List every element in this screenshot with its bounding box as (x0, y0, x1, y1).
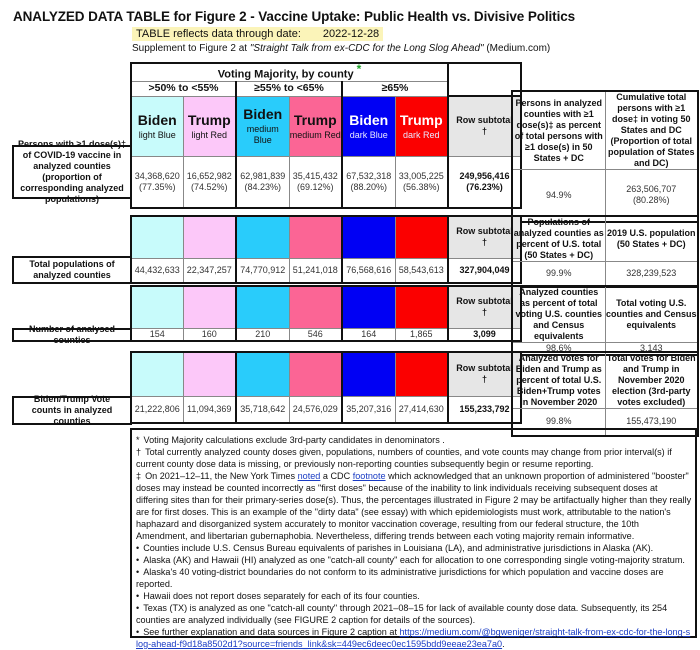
votes-side-table (511, 351, 699, 437)
text-value: a CDC (320, 471, 353, 481)
text-value: 263,506,707 (626, 184, 677, 195)
color-label: medium Red (289, 129, 341, 140)
color-label: light Red (191, 129, 228, 140)
counties-trump-dark: 1,865 (395, 328, 448, 341)
stratum-header-low: >50% to <55% (131, 81, 236, 96)
candidate-name: Trump (187, 111, 231, 128)
side-pop-total: 328,239,523 (605, 262, 698, 287)
supplement-title: "Straight Talk from ex-CDC for the Long Slog Ahead" (249, 43, 484, 54)
note-bullet-hawaii (136, 590, 692, 602)
votes-subtotal: 155,233,792 (448, 396, 521, 423)
row-label-counties (12, 324, 132, 345)
side-header-counties-total: Total voting U.S. counties and Census equivalents (605, 286, 698, 343)
text-value: Alaska (AK) and Hawaii (HI) analyzed as one "catch-all county" each for allocation to one corresponding single voting-majority stratum. (143, 555, 685, 565)
candidate-name: Biden (243, 106, 283, 123)
swatch-trump-dark (395, 286, 448, 328)
counties-biden-dark: 164 (342, 328, 395, 341)
text-value: On 2021–12–11, the New York Times (145, 471, 298, 481)
note-bullet-counties (136, 542, 692, 554)
biden-light-header (131, 96, 183, 156)
note-double-dagger (136, 470, 692, 542)
side-doses-pct: 94.9% (512, 170, 605, 222)
swatch-trump-medium (289, 352, 342, 396)
text-value: Voting Majority calculations exclude 3rd-party candidates in denominators . (143, 435, 445, 445)
pop-biden-dark: 76,568,616 (342, 258, 395, 283)
text-value: 62,981,839 (240, 170, 286, 181)
doses-biden-light (131, 156, 183, 208)
row-label-votes (12, 396, 132, 425)
supplement-line (132, 43, 550, 54)
voting-majority-header (131, 63, 448, 81)
text-value: See further explanation and data sources in Figure 2 caption at (143, 627, 400, 637)
counties-biden-medium: 210 (236, 328, 289, 341)
votes-table (130, 351, 522, 424)
side-header-pop-pct: Populations of analyzed counties as percent of U.S. total (50 States + DC) (513, 217, 604, 260)
side-pop-pct: 99.9% (512, 262, 605, 287)
text-value: • (136, 627, 140, 637)
pop-trump-medium: 51,241,018 (289, 258, 342, 283)
votes-trump-medium: 24,576,029 (289, 396, 342, 423)
side-votes-total: 155,473,190 (605, 409, 698, 436)
swatch-trump-light (183, 216, 236, 258)
note-bullet-ak-hi (136, 554, 692, 566)
text-value: 35,415,432 (292, 170, 338, 181)
candidate-name: Biden (349, 111, 389, 128)
doses-biden-medium (236, 156, 289, 208)
footnotes-box (130, 428, 697, 649)
text-value: † (481, 237, 487, 248)
doses-trump-medium (289, 156, 342, 208)
side-votes-pct: 99.8% (512, 409, 605, 436)
swatch-biden-dark (342, 286, 395, 328)
text-value: • (136, 603, 140, 613)
candidate-name: Trump (293, 111, 337, 128)
doses-biden-dark (342, 156, 395, 208)
text-value: † (481, 307, 487, 318)
counties-table (130, 285, 522, 342)
text-value: (74.52%) (190, 181, 228, 192)
side-header-votes-pct: Analyzed votes for Biden and Trump as percent of total U.S. Biden+Trump votes in November 2020 (512, 352, 605, 409)
text-value: Row subtotal (456, 226, 513, 237)
date-banner (132, 27, 383, 41)
row-label-text: Number of analysed counties (28, 324, 116, 345)
counties-trump-medium: 546 (289, 328, 342, 341)
text-value: Alaska's 40 voting-district boundaries do not conform to its administrative jurisdictions for which population and vaccine doses are reported. (136, 567, 664, 589)
date-value: 2022-12-28 (322, 28, 380, 40)
text-value: Hawaii does not report doses separately for each of its four counties. (143, 591, 420, 601)
row-label-subtext: (proportion of corresponding analyzed populations) (20, 172, 124, 204)
stratum-header-high: ≥65% (342, 81, 448, 96)
candidate-name: Biden (137, 111, 177, 128)
counties-trump-light: 160 (183, 328, 236, 341)
text-value: • (136, 567, 140, 577)
side-header-doses-pct: Persons in analyzed counties with ≥1 dose(s)‡ as percent of total persons with ≥1 dose(s) in 50 States + DC (512, 91, 605, 170)
row-label-text: Total populations of analyzed counties (29, 259, 115, 280)
pop-biden-medium: 74,770,912 (236, 258, 289, 283)
dagger-mark: † (482, 126, 488, 137)
text-value: Row subtotal (456, 363, 513, 374)
pop-trump-light: 22,347,257 (183, 258, 236, 283)
trump-dark-header (395, 96, 448, 156)
side-header-counties-pct: Analyzed counties as percent of total voting U.S. counties and Census equivalents (512, 286, 605, 343)
row-label-text: Persons with ≥1 dose(s)‡ of COVID-19 vaccine in analyzed counties (18, 139, 126, 171)
text-value: (77.35%) (138, 181, 176, 192)
pop-subtotal: 327,904,049 (448, 258, 521, 283)
row-label-text: Biden/Trump Vote counts in analyzed counties (31, 394, 113, 426)
text-value: 33,005,225 (398, 170, 444, 181)
text-value: Counties include U.S. Census Bureau equivalents of parishes in Louisiana (LA), and administrative jurisdictions in Alaska (AK). (143, 543, 654, 553)
swatch-biden-dark (342, 352, 395, 396)
header-spacer (448, 63, 521, 81)
color-label: light Blue (138, 129, 176, 140)
page-title: ANALYZED DATA TABLE for Figure 2 - Vaccine Uptake: Public Health vs. Divisive Politics (13, 9, 576, 24)
swatch-trump-dark (395, 216, 448, 258)
row-label-population (12, 256, 132, 284)
note-asterisk (136, 434, 692, 446)
swatch-biden-medium (236, 216, 289, 258)
text-value: • (136, 555, 140, 565)
text-value: • (136, 543, 140, 553)
note-dagger (136, 446, 692, 470)
side-header-doses-total: Cumulative total persons with ≥1 dose‡ in voting 50 States and DC (Proportion of total population of States and DC) (605, 91, 698, 170)
text-value: which acknowledged that an unknown proportion of administered "booster" doses may instead be counted incorrectly as "first doses" because of the inability to link individuals receiving subsequent doses at differing sites than for their primary-series dose(s). Thus, the percentages illustrated in Figure 2 may be artifactually higher than they really are for first doses. This is an example of the "dirty data" (see essay) with which epidemiologists must work, attributable to the nation's haphazard and disorganized system accurately to monitor vaccination coverage, resulting from our federal structure, the 10th Amendment, and libertarian gubernaphobia. Nevertheless, differing trends between each voting majority remain informative. (136, 471, 692, 541)
swatch-biden-medium (236, 286, 289, 328)
pop-biden-light: 44,432,633 (131, 258, 183, 283)
side-header-pop-total: 2019 U.S. population (50 States + DC) (605, 216, 698, 262)
text-value: † (136, 447, 142, 457)
swatch-biden-light (131, 216, 183, 258)
biden-medium-header (236, 96, 289, 156)
side-counties-total: 3,143 (605, 343, 698, 356)
text-value: 34,368,620 (134, 170, 180, 181)
trump-light-header (183, 96, 236, 156)
text-value: (56.38%) (402, 181, 440, 192)
link-medium-article[interactable]: https://medium.com/@bgweniger/straight-talk-from-ex-cdc-for-the-long-slog-ahead-f9d18a8502d1?source=friends_link&sk=449ec6deec0ec1595bdd9eeae23ea7a0 (136, 627, 691, 649)
votes-trump-light: 11,094,369 (183, 396, 236, 423)
note-bullet-alaska (136, 566, 692, 590)
doses-table (130, 62, 522, 209)
text-value: . (502, 639, 505, 649)
swatch-trump-medium (289, 286, 342, 328)
pop-trump-dark: 58,543,613 (395, 258, 448, 283)
date-label: TABLE reflects data through date: (136, 28, 301, 40)
text-value: (76.23%) (466, 181, 503, 192)
population-table (130, 215, 522, 284)
voting-majority-title: Voting Majority, by county (217, 68, 354, 81)
row-label-doses (12, 139, 132, 204)
votes-biden-medium: 35,718,642 (236, 396, 289, 423)
side-doses-total (605, 170, 698, 222)
trump-medium-header (289, 96, 342, 156)
votes-trump-dark: 27,414,630 (395, 396, 448, 423)
doses-side-table (511, 90, 699, 223)
side-header-votes-total: Total votes for Biden and Trump in November 2020 election (3rd-party votes excluded) (605, 352, 698, 409)
color-label: dark Red (402, 129, 440, 140)
text-value: (80.28%) (632, 195, 670, 206)
swatch-biden-light (131, 286, 183, 328)
supplement-suffix: (Medium.com) (483, 43, 551, 54)
text-value: Row subtotal (456, 296, 513, 307)
text-value: (84.23%) (244, 181, 282, 192)
text-value: (88.20%) (350, 181, 388, 192)
swatch-biden-medium (236, 352, 289, 396)
candidate-name: Trump (399, 111, 443, 128)
text-value: 67,532,318 (346, 170, 392, 181)
stratum-header-mid: ≥55% to <65% (236, 81, 342, 96)
population-side-table (511, 215, 699, 288)
swatch-trump-dark (395, 352, 448, 396)
text-value: • (136, 591, 140, 601)
votes-biden-light: 21,222,806 (131, 396, 183, 423)
text-value: 16,652,982 (186, 170, 232, 181)
subtotal-label: Row subtotal (456, 115, 513, 126)
swatch-trump-medium (289, 216, 342, 258)
counties-biden-light: 154 (131, 328, 183, 341)
note-bullet-texas (136, 602, 692, 626)
color-label: medium Blue (246, 124, 279, 146)
swatch-biden-light (131, 352, 183, 396)
text-value: (69.12%) (296, 181, 334, 192)
text-value: † (481, 374, 487, 385)
biden-dark-header (342, 96, 395, 156)
swatch-trump-light (183, 286, 236, 328)
text-value: 249,956,416 (459, 170, 510, 181)
note-bullet-sources (136, 626, 692, 650)
swatch-trump-light (183, 352, 236, 396)
link-footnote[interactable]: footnote (352, 471, 386, 481)
text-value: Texas (TX) is analyzed as one "catch-all county" through 2021–08–15 for lack of available county dose data. Subsequently, its 254 counties are analyzed individually (see FIGURE 2 caption for details of the sources). (136, 603, 668, 625)
text-value: * (136, 435, 140, 445)
link-noted[interactable]: noted (297, 471, 321, 481)
text-value: Total currently analyzed county doses given, populations, numbers of counties, and vote counts may change from prior interval(s) if current county dose data is missing, or previously non-reporting counties subsequently begin or resume reporting. (136, 447, 672, 469)
doses-trump-dark (395, 156, 448, 208)
doses-trump-light (183, 156, 236, 208)
color-label: dark Blue (349, 129, 388, 140)
supplement-prefix: Supplement to Figure 2 at (132, 43, 250, 54)
swatch-biden-dark (342, 216, 395, 258)
counties-subtotal: 3,099 (448, 328, 521, 341)
votes-biden-dark: 35,207,316 (342, 396, 395, 423)
text-value: ‡ (136, 471, 142, 481)
asterisk-mark: * (356, 62, 362, 76)
counties-side-table (511, 285, 699, 356)
side-counties-pct: 98.6% (512, 343, 605, 356)
